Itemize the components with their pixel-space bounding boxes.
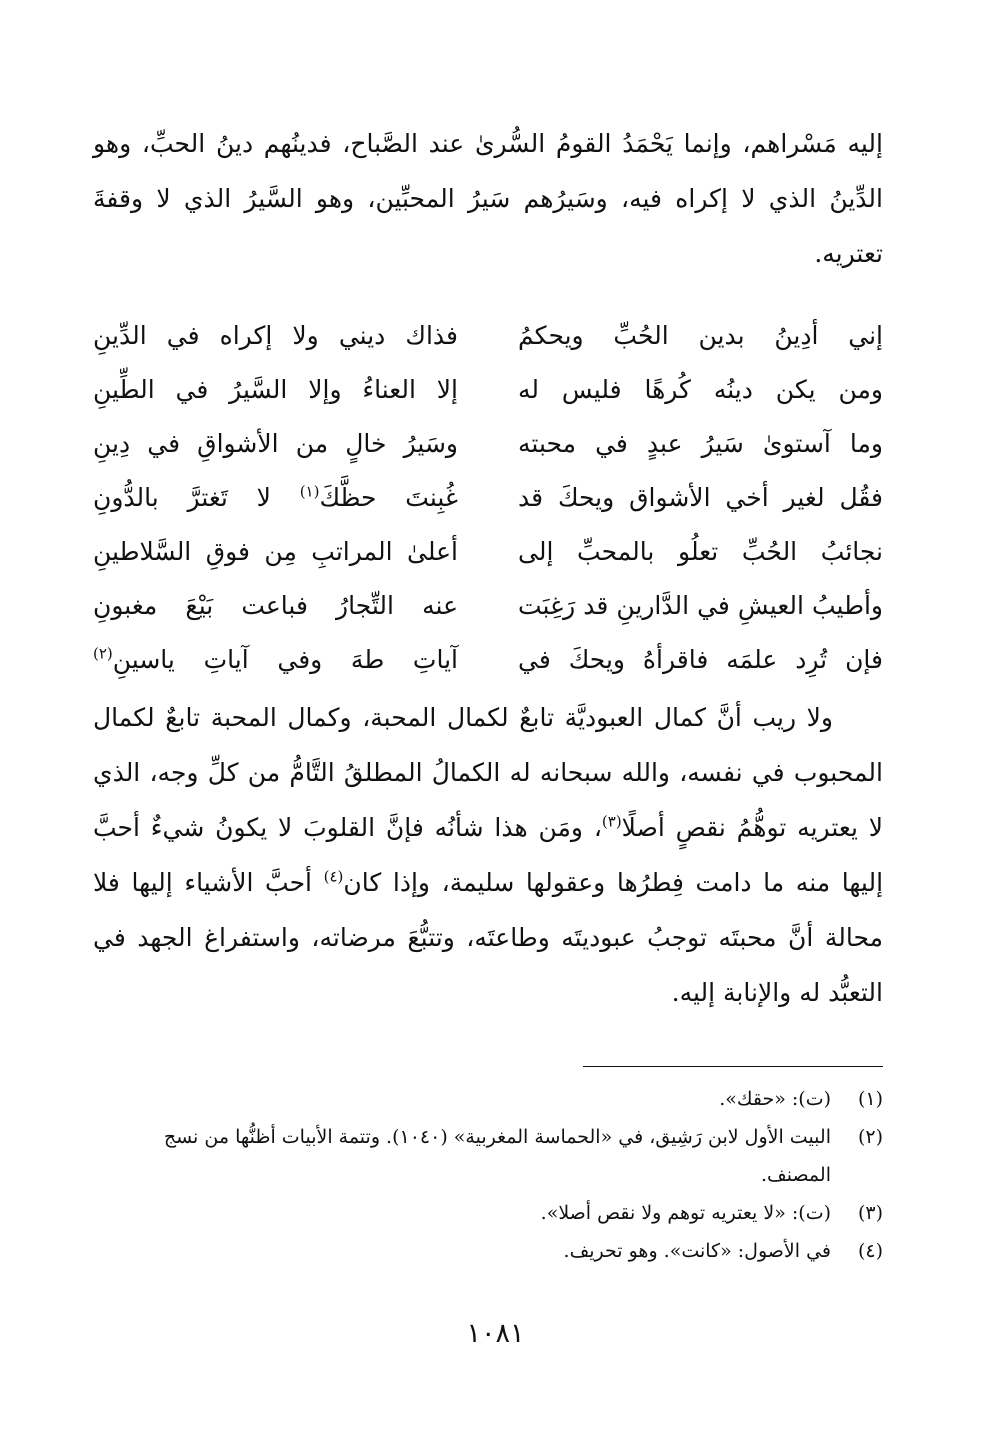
verse-first-hemistich: وما آستوىٰ سَيرُ عبدٍ في محبته (518, 429, 883, 458)
verse (93, 363, 883, 417)
footnote-number: (٣) (857, 1202, 883, 1224)
verse-first-hemistich: ومن يكن دينُه كُرهًا فليس له (518, 375, 883, 404)
verse (93, 417, 883, 471)
page-number: ١٠٨١ (466, 1318, 525, 1349)
footnote-text: في الأصول: «كانت». وهو تحريف. (563, 1240, 831, 1262)
footnote-number: (٤) (857, 1240, 883, 1262)
verse-second-hemistich (93, 471, 458, 525)
footnote-separator (583, 1066, 883, 1067)
verse-second-hemistich: إلا العناءُ وإلا السَّيرُ في الطِّينِ (93, 375, 458, 404)
poem (93, 309, 883, 687)
verse (93, 579, 883, 633)
footnote-ref[interactable]: (٣) (601, 812, 622, 831)
verse-first-hemistich: فإن تُرِد علمَه فاقرأهُ ويحكَ في (518, 645, 883, 674)
hemistich-text: لا تَغترَّ بالدُّونِ (93, 483, 300, 512)
verse-first-hemistich: نجائبُ الحُبِّ تعلُو بالمحبِّ إلى (518, 537, 883, 566)
footnote (93, 1118, 883, 1194)
footnote-ref[interactable]: (١) (299, 482, 320, 501)
footnote-ref[interactable]: (٢) (93, 644, 113, 663)
verse-second-hemistich (93, 633, 458, 687)
footnote-ref[interactable]: (٤) (323, 867, 344, 886)
hemistich-text: آياتِ طهَ وفي آياتِ ياسينِ (112, 645, 458, 674)
paragraph-text: ، ومَن هذا شأنُه فإنَّ القلوبَ لا يكونُ شيءٌ أحبَّ إليها منه ما دامت فِطرُها وعقولها سليمة، وإذا كان (93, 813, 884, 897)
footnote-text: البيت الأول لابن رَشِيق، في «الحماسة المغربية» (١٠٤٠). وتتمة الأبيات أظنُّها من نسج المصنف. (163, 1126, 831, 1186)
paragraph-text: ولا ريب أنَّ كمال العبوديَّة تابعٌ لكمال المحبة، وكمال المحبة تابعٌ لكمال المحبوب في نفسه، والله سبحانه له الكمالُ المطلقُ التَّامُّ من كلِّ وجه، الذي لا يعتريه توهُّمُ نقصٍ أصلًا (93, 703, 883, 842)
footnote-number: (١) (857, 1088, 883, 1110)
verse-first-hemistich: فقُل لغير أخي الأشواق ويحكَ قد (518, 483, 883, 512)
footnote (93, 1232, 883, 1270)
paragraph-1: إليه مَسْراهم، وإنما يَحْمَدُ القومُ السُّرىٰ عند الصَّباح، فدينُهم دينُ الحبِّ، وهو الدِّينُ الذي لا إكراه فيه، وسَيرُهم سَيرُ المحبِّين، وهو السَّيرُ الذي لا وقفةَ تعتريه. (93, 129, 883, 268)
verse-second-hemistich: وسَيرُ خالٍ من الأشواقِ في دِينِ (93, 429, 458, 458)
verse-first-hemistich: إني أدِينُ بدين الحُبِّ ويحكمُ (518, 321, 883, 350)
verse-second-hemistich: عنه التِّجارُ فباعت بَيْعَ مغبونِ (93, 591, 458, 620)
verse (93, 633, 883, 687)
verse (93, 471, 883, 525)
footnote-text: (ت): «حقك». (719, 1088, 831, 1110)
verse-second-hemistich: فذاك ديني ولا إكراه في الدِّينِ (93, 321, 458, 350)
footnote-number: (٢) (857, 1126, 883, 1148)
paragraph-2 (93, 690, 883, 1020)
verse-first-hemistich: وأطيبُ العيشِ في الدَّارينِ قد رَغِبَت (518, 591, 883, 620)
footnote-text: (ت): «لا يعتريه توهم ولا نقص أصلا». (540, 1202, 831, 1224)
footnote (93, 1194, 883, 1232)
footnote (93, 1080, 883, 1118)
verse-second-hemistich: أعلىٰ المراتبِ مِن فوقِ السَّلاطينِ (93, 537, 458, 566)
paragraph-text: أحبَّ الأشياء إليها فلا محالة أنَّ محبتَه توجبُ عبوديتَه وطاعتَه، وتتبُّعَ مرضاته، واستفراغ الجهد في التعبُّد له والإنابة إليه. (93, 868, 883, 1007)
verse (93, 525, 883, 579)
verse (93, 309, 883, 363)
hemistich-text: غُبِنتَ حظَّكَ (319, 483, 458, 512)
footnotes (93, 1080, 883, 1270)
